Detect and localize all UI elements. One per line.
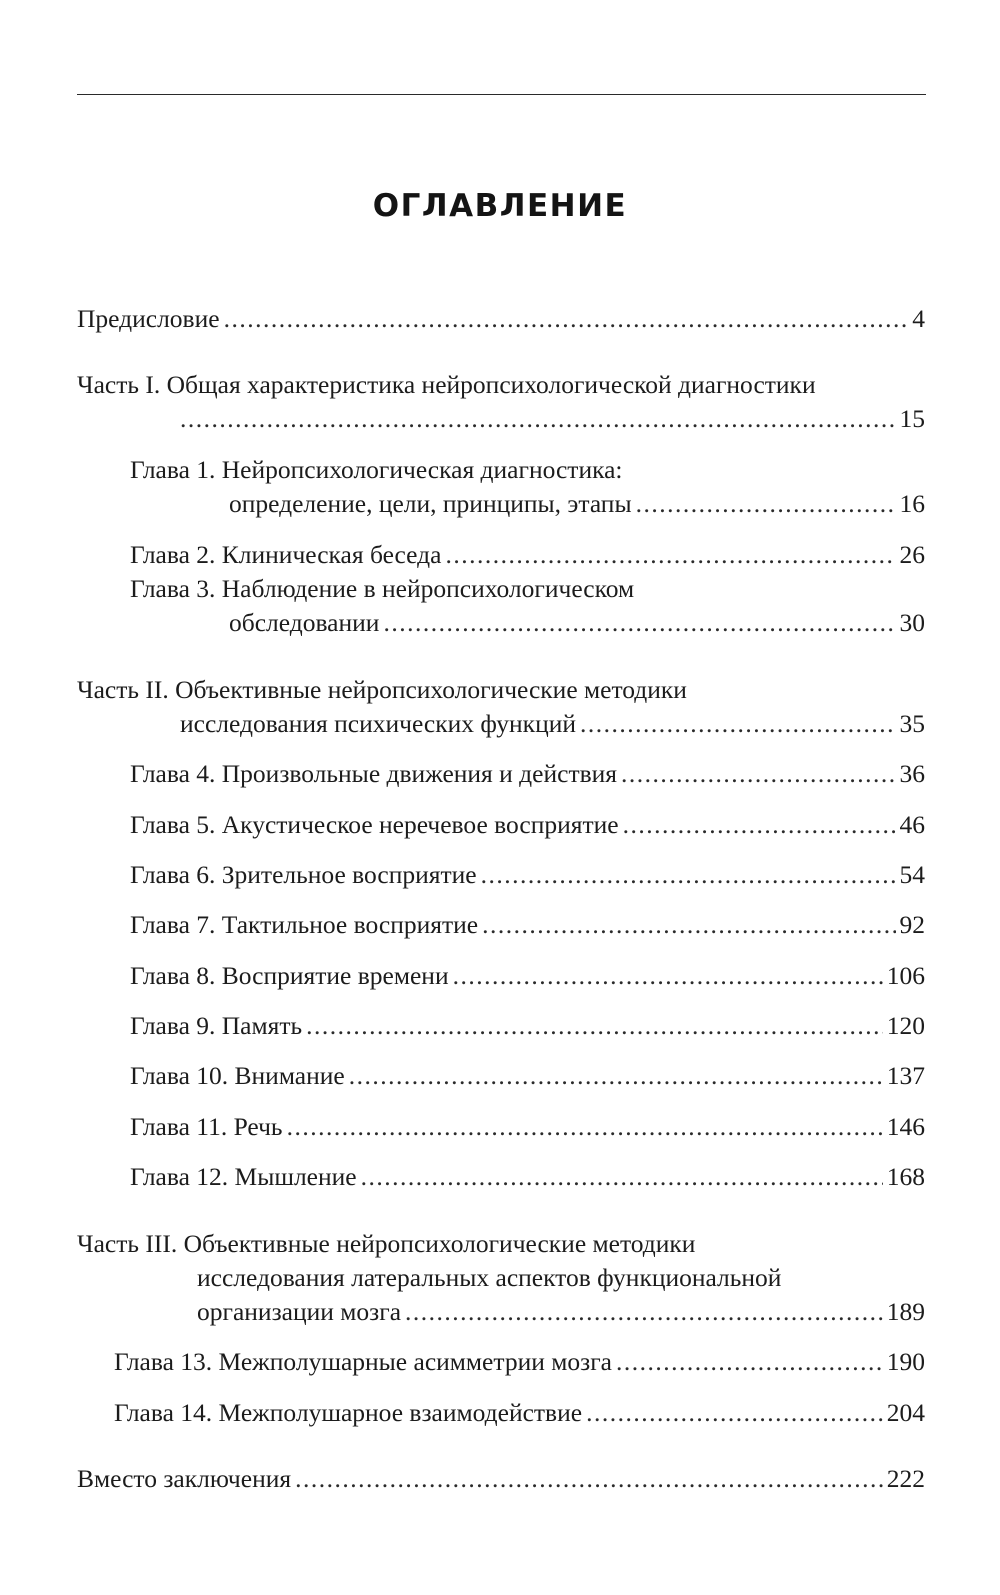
toc-entry-part-3-cont-2 bbox=[197, 1295, 925, 1329]
toc-entry-text: Глава 1. Нейропсихологическая диагностика: bbox=[130, 455, 623, 484]
toc-entry-text: исследования психических функций bbox=[180, 709, 577, 738]
dot-leader bbox=[586, 1396, 883, 1430]
toc-entry-chapter-10 bbox=[130, 1059, 925, 1093]
toc-entry-text: Глава 13. Межполушарные асимметрии мозга bbox=[114, 1347, 612, 1376]
toc-entry-chapter-7 bbox=[130, 908, 925, 942]
toc-page-number: 36 bbox=[899, 759, 925, 788]
dot-leader bbox=[383, 606, 895, 640]
toc-page-number: 189 bbox=[886, 1297, 925, 1326]
toc-entry-text: Часть III. Объективные нейропсихологические методики bbox=[77, 1229, 696, 1258]
toc-entry-text: Вместо заключения bbox=[77, 1464, 292, 1493]
toc-entry-part-2 bbox=[77, 673, 687, 707]
dot-leader bbox=[482, 908, 895, 942]
dot-leader bbox=[445, 538, 895, 572]
toc-entry-part-2-cont bbox=[180, 707, 925, 741]
toc-entry-text: Глава 3. Наблюдение в нейропсихологическом bbox=[130, 574, 635, 603]
toc-entry-text: Глава 12. Мышление bbox=[130, 1162, 357, 1191]
toc-entry-text: Глава 8. Восприятие времени bbox=[130, 961, 449, 990]
dot-leader bbox=[616, 1345, 883, 1379]
toc-page-number: 204 bbox=[886, 1398, 925, 1427]
dot-leader bbox=[636, 487, 896, 521]
toc-entry-preface bbox=[77, 302, 925, 336]
toc-page-number: 222 bbox=[886, 1464, 925, 1493]
toc-entry-chapter-3-cont bbox=[229, 606, 925, 640]
toc-page-number: 168 bbox=[886, 1162, 925, 1191]
dot-leader bbox=[623, 808, 896, 842]
toc-entry-conclusion bbox=[77, 1462, 925, 1496]
toc-entry-chapter-4 bbox=[130, 757, 925, 791]
toc-entry-part-3-cont bbox=[197, 1261, 781, 1295]
page-title: ОГЛАВЛЕНИЕ bbox=[372, 188, 628, 224]
toc-entry-chapter-2 bbox=[130, 538, 925, 572]
toc-page-number: 4 bbox=[912, 304, 925, 333]
toc-entry-chapter-8 bbox=[130, 959, 925, 993]
toc-entry-text: Глава 2. Клиническая беседа bbox=[130, 540, 442, 569]
toc-entry-chapter-1-cont bbox=[229, 487, 925, 521]
dot-leader bbox=[306, 1009, 883, 1043]
toc-entry-text: Глава 11. Речь bbox=[130, 1112, 283, 1141]
dot-leader bbox=[224, 302, 909, 336]
toc-page-number: 16 bbox=[899, 489, 925, 518]
toc-page-number: 190 bbox=[886, 1347, 925, 1376]
toc-entry-text: определение, цели, принципы, этапы bbox=[229, 489, 632, 518]
toc-page-number: 120 bbox=[886, 1011, 925, 1040]
toc-page-number: 146 bbox=[886, 1112, 925, 1141]
toc-entry-part-1 bbox=[77, 368, 816, 402]
toc-entry-text: Глава 7. Тактильное восприятие bbox=[130, 910, 479, 939]
toc-entry-text: Часть II. Объективные нейропсихологические методики bbox=[77, 675, 687, 704]
dot-leader bbox=[295, 1462, 883, 1496]
toc-entry-chapter-12 bbox=[130, 1160, 925, 1194]
toc-entry-text: Часть I. Общая характеристика нейропсихологической диагностики bbox=[77, 370, 816, 399]
toc-entry-part-3 bbox=[77, 1227, 695, 1261]
toc-page-number: 46 bbox=[899, 810, 925, 839]
toc-page-number: 54 bbox=[899, 860, 925, 889]
toc-page-number: 106 bbox=[886, 961, 925, 990]
header-rule bbox=[77, 94, 926, 95]
dot-leader bbox=[361, 1160, 883, 1194]
toc-entry-text: организации мозга bbox=[197, 1297, 402, 1326]
toc-entry-text: обследовании bbox=[229, 608, 380, 637]
toc-entry-chapter-14 bbox=[114, 1396, 925, 1430]
toc-entry-text: Глава 5. Акустическое неречевое восприятие bbox=[130, 810, 619, 839]
toc-page-number: 35 bbox=[899, 709, 925, 738]
dot-leader bbox=[580, 707, 895, 741]
toc-page-number: 137 bbox=[886, 1061, 925, 1090]
toc-entry-chapter-3 bbox=[130, 572, 634, 606]
toc-entry-text: Глава 6. Зрительное восприятие bbox=[130, 860, 477, 889]
toc-page-number: 26 bbox=[899, 540, 925, 569]
dot-leader bbox=[180, 402, 896, 436]
toc-entry-chapter-11 bbox=[130, 1110, 925, 1144]
dot-leader bbox=[621, 757, 895, 791]
dot-leader bbox=[349, 1059, 883, 1093]
dot-leader bbox=[481, 858, 896, 892]
toc-entry-chapter-9 bbox=[130, 1009, 925, 1043]
toc-page-number: 92 bbox=[899, 910, 925, 939]
toc-entry-text: исследования латеральных аспектов функциональной bbox=[197, 1263, 782, 1292]
toc-entry-text: Глава 9. Память bbox=[130, 1011, 303, 1040]
dot-leader bbox=[287, 1110, 883, 1144]
toc-entry-text: Глава 10. Внимание bbox=[130, 1061, 345, 1090]
toc-page-number: 15 bbox=[899, 404, 925, 433]
toc-entry-part-1-leader bbox=[180, 402, 925, 436]
toc-entry-chapter-1 bbox=[130, 453, 623, 487]
toc-entry-text: Предисловие bbox=[77, 304, 220, 333]
toc-entry-chapter-5 bbox=[130, 808, 925, 842]
toc-entry-text: Глава 14. Межполушарное взаимодействие bbox=[114, 1398, 583, 1427]
dot-leader bbox=[405, 1295, 883, 1329]
dot-leader bbox=[453, 959, 883, 993]
toc-page-number: 30 bbox=[899, 608, 925, 637]
toc-entry-chapter-13 bbox=[114, 1345, 925, 1379]
toc-entry-chapter-6 bbox=[130, 858, 925, 892]
toc-entry-text: Глава 4. Произвольные движения и действия bbox=[130, 759, 618, 788]
